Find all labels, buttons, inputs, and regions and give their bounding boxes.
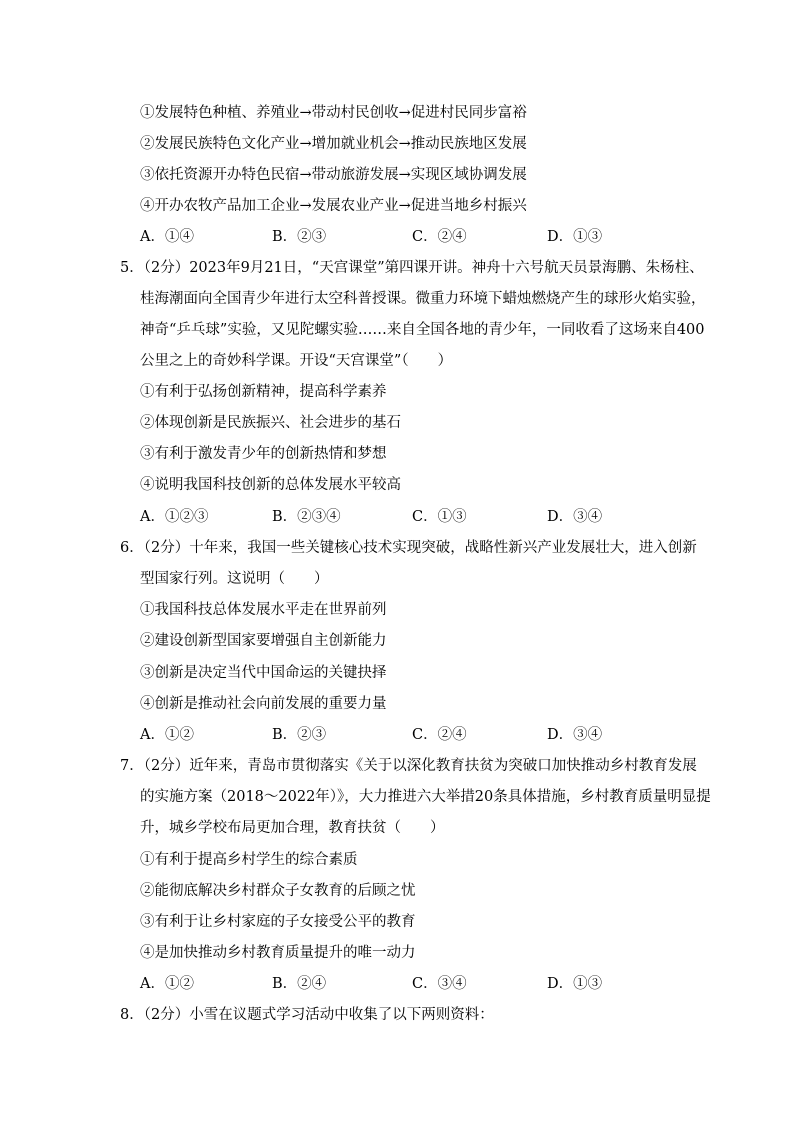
q7-option-c: C．③④ — [412, 976, 467, 992]
q4-option-a: A．①④ — [140, 229, 194, 245]
q5-item-3: ③有利于激发青少年的创新热情和梦想 — [140, 446, 387, 462]
q5-option-a: A．①②③ — [140, 509, 209, 525]
q5-option-d: D．③④ — [547, 509, 603, 525]
q7-stem-line-2: 的实施方案（2018～2022年）》，大力推进六大举措20条具体措施，乡村教育质量明显提 — [140, 789, 711, 805]
q6-stem-line-1: 6．（2分）十年来，我国一些关键核心技术实现突破，战略性新兴产业发展壮大，进入创新 — [120, 540, 697, 556]
q6-stem-line-2: 型国家行列。这说明（ ） — [140, 571, 329, 587]
q4-option-d: D．①③ — [547, 229, 603, 245]
q5-stem-line-3: 神奇“乒乓球”实验，又见陀螺实验……来自全国各地的青少年，一同收看了这场来自400 — [140, 322, 705, 338]
q4-option-b: B．②③ — [272, 229, 327, 245]
q5-stem-line-1: 5．（2分）2023年9月21日，“天宫课堂”第四课开讲。神舟十六号航天员景海鹏、朱杨柱、 — [120, 260, 704, 276]
q7-options — [140, 974, 740, 994]
q6-item-1: ①我国科技总体发展水平走在世界前列 — [140, 602, 387, 618]
q7-stem-line-3: 升，城乡学校布局更加合理，教育扶贫（ ） — [140, 820, 445, 836]
q7-item-1: ①有利于提高乡村学生的综合素质 — [140, 852, 358, 868]
q5-option-c: C．①③ — [412, 509, 467, 525]
q7-item-2: ②能彻底解决乡村群众子女教育的后顾之忧 — [140, 883, 416, 899]
q7-item-4: ④是加快推动乡村教育质量提升的唯一动力 — [140, 945, 416, 961]
q6-option-d: D．③④ — [547, 727, 603, 743]
q5-item-2: ②体现创新是民族振兴、社会进步的基石 — [140, 415, 401, 431]
q4-item-1: ①发展特色种植、养殖业→带动村民创收→促进村民同步富裕 — [140, 105, 527, 121]
q4-options — [140, 227, 740, 247]
q7-stem-line-1: 7．（2分）近年来，青岛市贯彻落实《关于以深化教育扶贫为突破口加快推动乡村教育发展 — [120, 758, 697, 774]
q6-option-c: C．②④ — [412, 727, 467, 743]
q6-item-3: ③创新是决定当代中国命运的关键抉择 — [140, 665, 387, 681]
q5-options — [140, 507, 740, 527]
q6-option-b: B．②③ — [272, 727, 327, 743]
q7-item-3: ③有利于让乡村家庭的子女接受公平的教育 — [140, 914, 416, 930]
q4-item-3: ③依托资源开办特色民宿→带动旅游发展→实现区域协调发展 — [140, 167, 527, 183]
q8-stem-line-1: 8．（2分）小雪在议题式学习活动中收集了以下两则资料： — [120, 1007, 494, 1023]
q6-options — [140, 725, 740, 745]
q5-item-4: ④说明我国科技创新的总体发展水平较高 — [140, 477, 401, 493]
q4-item-2: ②发展民族特色文化产业→增加就业机会→推动民族地区发展 — [140, 136, 527, 152]
q4-option-c: C．②④ — [412, 229, 467, 245]
q4-item-4: ④开办农牧产品加工企业→发展农业产业→促进当地乡村振兴 — [140, 198, 527, 214]
q6-option-a: A．①② — [140, 727, 194, 743]
q7-option-b: B．②④ — [272, 976, 327, 992]
q7-option-d: D．①③ — [547, 976, 603, 992]
q6-item-4: ④创新是推动社会向前发展的重要力量 — [140, 696, 387, 712]
q7-option-a: A．①② — [140, 976, 194, 992]
q6-item-2: ②建设创新型国家要增强自主创新能力 — [140, 633, 387, 649]
q5-option-b: B．②③④ — [272, 509, 341, 525]
q5-item-1: ①有利于弘扬创新精神，提高科学素养 — [140, 384, 387, 400]
q5-stem-line-4: 公里之上的奇妙科学课。开设“天宫课堂”（ ） — [140, 353, 453, 369]
q5-stem-line-2: 桂海潮面向全国青少年进行太空科普授课。微重力环境下蜡烛燃烧产生的球形火焰实验， — [140, 291, 706, 307]
